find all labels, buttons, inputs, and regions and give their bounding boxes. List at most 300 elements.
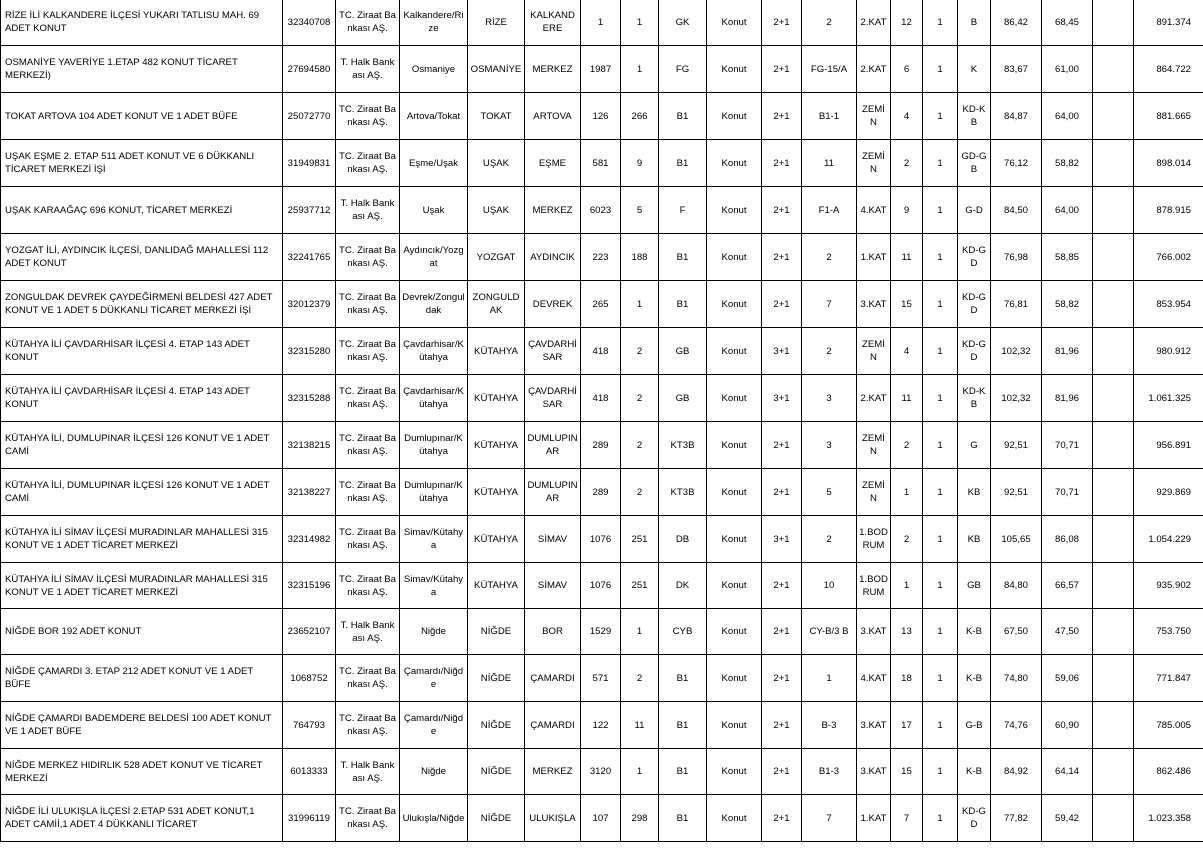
flat-no-cell: 15 bbox=[891, 281, 923, 328]
city-cell: KÜTAHYA bbox=[468, 422, 525, 469]
project-code-cell: 32138227 bbox=[283, 469, 336, 516]
unit-type-cell: Konut bbox=[707, 609, 762, 655]
count-cell: 1 bbox=[923, 187, 958, 234]
district-cell: ARTOVA bbox=[525, 93, 581, 140]
block-type-cell: GK bbox=[659, 0, 707, 46]
block-no-cell: CY-B/3 B bbox=[802, 609, 857, 655]
project-code-cell: 23652107 bbox=[283, 609, 336, 655]
net-area-cell: 70,71 bbox=[1042, 469, 1093, 516]
bank-cell: TC. Ziraat Bankası AŞ. bbox=[336, 0, 400, 46]
parsel-cell: 1 bbox=[621, 749, 659, 795]
project-name-cell: KÜTAHYA İLİ, DUMLUPINAR İLÇESİ 126 KONUT VE 1 ADET CAMİ bbox=[1, 469, 283, 516]
block-type-cell: B1 bbox=[659, 234, 707, 281]
ada-cell: 6023 bbox=[581, 187, 621, 234]
unit-type-cell: Konut bbox=[707, 702, 762, 749]
city-cell: UŞAK bbox=[468, 140, 525, 187]
parsel-cell: 2 bbox=[621, 375, 659, 422]
city-cell: NİĞDE bbox=[468, 795, 525, 842]
project-code-cell: 25072770 bbox=[283, 93, 336, 140]
facade-cell: K bbox=[958, 46, 991, 93]
table-row bbox=[1, 187, 1203, 234]
project-name-cell: NİĞDE ÇAMARDI BADEMDERE BELDESİ 100 ADET KONUT VE 1 ADET BÜFE bbox=[1, 702, 283, 749]
price-cell: 864.722 bbox=[1134, 46, 1203, 93]
location-cell: Uşak bbox=[400, 187, 468, 234]
facade-cell: KD-GD bbox=[958, 281, 991, 328]
net-area-cell: 58,85 bbox=[1042, 234, 1093, 281]
district-cell: MERKEZ bbox=[525, 187, 581, 234]
blank-cell bbox=[1093, 281, 1134, 328]
block-type-cell: B1 bbox=[659, 140, 707, 187]
table-row bbox=[1, 655, 1203, 702]
district-cell: ÇAMARDI bbox=[525, 655, 581, 702]
block-type-cell: B1 bbox=[659, 93, 707, 140]
count-cell: 1 bbox=[923, 46, 958, 93]
block-no-cell: 3 bbox=[802, 422, 857, 469]
block-no-cell: 7 bbox=[802, 795, 857, 842]
parsel-cell: 251 bbox=[621, 563, 659, 609]
rooms-cell: 2+1 bbox=[762, 609, 802, 655]
city-cell: NİĞDE bbox=[468, 609, 525, 655]
facade-cell: GD-GB bbox=[958, 140, 991, 187]
unit-type-cell: Konut bbox=[707, 795, 762, 842]
block-type-cell: B1 bbox=[659, 795, 707, 842]
table-row bbox=[1, 516, 1203, 563]
table-row bbox=[1, 702, 1203, 749]
blank-cell bbox=[1093, 563, 1134, 609]
facade-cell: KD-GD bbox=[958, 328, 991, 375]
project-name-cell: KÜTAHYA İLİ, DUMLUPINAR İLÇESİ 126 KONUT VE 1 ADET CAMİ bbox=[1, 422, 283, 469]
facade-cell: KD-GD bbox=[958, 795, 991, 842]
table-row bbox=[1, 749, 1203, 795]
city-cell: KÜTAHYA bbox=[468, 563, 525, 609]
floor-cell: 2.KAT bbox=[857, 46, 891, 93]
net-area-cell: 60,90 bbox=[1042, 702, 1093, 749]
count-cell: 1 bbox=[923, 93, 958, 140]
bank-cell: TC. Ziraat Bankası AŞ. bbox=[336, 655, 400, 702]
project-code-cell: 764793 bbox=[283, 702, 336, 749]
price-cell: 1.061.325 bbox=[1134, 375, 1203, 422]
net-area-cell: 47,50 bbox=[1042, 609, 1093, 655]
facade-cell: G-D bbox=[958, 187, 991, 234]
flat-no-cell: 18 bbox=[891, 655, 923, 702]
floor-cell: 1.BODRUM bbox=[857, 516, 891, 563]
project-code-cell: 1068752 bbox=[283, 655, 336, 702]
parsel-cell: 5 bbox=[621, 187, 659, 234]
city-cell: KÜTAHYA bbox=[468, 469, 525, 516]
gross-area-cell: 76,98 bbox=[991, 234, 1042, 281]
rooms-cell: 2+1 bbox=[762, 563, 802, 609]
ada-cell: 1076 bbox=[581, 516, 621, 563]
project-name-cell: UŞAK KARAAĞAÇ 696 KONUT, TİCARET MERKEZİ bbox=[1, 187, 283, 234]
gross-area-cell: 74,80 bbox=[991, 655, 1042, 702]
rooms-cell: 2+1 bbox=[762, 281, 802, 328]
location-cell: Niğde bbox=[400, 749, 468, 795]
city-cell: ZONGULDAK bbox=[468, 281, 525, 328]
facade-cell: KD-KB bbox=[958, 93, 991, 140]
ada-cell: 126 bbox=[581, 93, 621, 140]
table-row bbox=[1, 46, 1203, 93]
blank-cell bbox=[1093, 655, 1134, 702]
bank-cell: TC. Ziraat Bankası AŞ. bbox=[336, 469, 400, 516]
block-no-cell: F1-A bbox=[802, 187, 857, 234]
floor-cell: 4.KAT bbox=[857, 187, 891, 234]
facade-cell: KB bbox=[958, 516, 991, 563]
bank-cell: TC. Ziraat Bankası AŞ. bbox=[336, 516, 400, 563]
bank-cell: TC. Ziraat Bankası AŞ. bbox=[336, 234, 400, 281]
table-row bbox=[1, 0, 1203, 46]
price-cell: 853.954 bbox=[1134, 281, 1203, 328]
project-name-cell: RİZE İLİ KALKANDERE İLÇESİ YUKARI TATLISU MAH. 69 ADET KONUT bbox=[1, 0, 283, 46]
net-area-cell: 58,82 bbox=[1042, 281, 1093, 328]
project-name-cell: UŞAK EŞME 2. ETAP 511 ADET KONUT VE 6 DÜKKANLI TİCARET MERKEZİ İŞİ bbox=[1, 140, 283, 187]
price-cell: 980.912 bbox=[1134, 328, 1203, 375]
parsel-cell: 251 bbox=[621, 516, 659, 563]
project-name-cell: OSMANİYE YAVERİYE 1.ETAP 482 KONUT TİCARET MERKEZİ) bbox=[1, 46, 283, 93]
city-cell: NİĞDE bbox=[468, 702, 525, 749]
flat-no-cell: 6 bbox=[891, 46, 923, 93]
city-cell: NİĞDE bbox=[468, 655, 525, 702]
floor-cell: 1.KAT bbox=[857, 234, 891, 281]
bank-cell: TC. Ziraat Bankası AŞ. bbox=[336, 328, 400, 375]
net-area-cell: 66,57 bbox=[1042, 563, 1093, 609]
floor-cell: ZEMİN bbox=[857, 328, 891, 375]
net-area-cell: 64,00 bbox=[1042, 93, 1093, 140]
ada-cell: 107 bbox=[581, 795, 621, 842]
district-cell: BOR bbox=[525, 609, 581, 655]
project-name-cell: ZONGULDAK DEVREK ÇAYDEĞİRMENİ BELDESİ 427 ADET KONUT VE 1 ADET 5 DÜKKANLI TİCARET MERKEZİ İŞİ bbox=[1, 281, 283, 328]
block-no-cell: B1-1 bbox=[802, 93, 857, 140]
city-cell: RİZE bbox=[468, 0, 525, 46]
project-name-cell: NİĞDE ÇAMARDI 3. ETAP 212 ADET KONUT VE 1 ADET BÜFE bbox=[1, 655, 283, 702]
gross-area-cell: 76,81 bbox=[991, 281, 1042, 328]
table-row bbox=[1, 328, 1203, 375]
ada-cell: 289 bbox=[581, 422, 621, 469]
ada-cell: 571 bbox=[581, 655, 621, 702]
rooms-cell: 2+1 bbox=[762, 0, 802, 46]
price-cell: 766.002 bbox=[1134, 234, 1203, 281]
facade-cell: KB bbox=[958, 469, 991, 516]
block-type-cell: CYB bbox=[659, 609, 707, 655]
block-no-cell: 2 bbox=[802, 0, 857, 46]
project-code-cell: 31996119 bbox=[283, 795, 336, 842]
blank-cell bbox=[1093, 702, 1134, 749]
flat-no-cell: 9 bbox=[891, 187, 923, 234]
project-name-cell: KÜTAHYA İLİ ÇAVDARHİSAR İLÇESİ 4. ETAP 143 ADET KONUT bbox=[1, 328, 283, 375]
block-type-cell: KT3B bbox=[659, 422, 707, 469]
parsel-cell: 1 bbox=[621, 609, 659, 655]
gross-area-cell: 92,51 bbox=[991, 469, 1042, 516]
location-cell: Çavdarhisar/Kütahya bbox=[400, 328, 468, 375]
project-name-cell: NİĞDE MERKEZ HIDIRLIK 528 ADET KONUT VE TİCARET MERKEZİ bbox=[1, 749, 283, 795]
project-name-cell: TOKAT ARTOVA 104 ADET KONUT VE 1 ADET BÜFE bbox=[1, 93, 283, 140]
district-cell: SİMAV bbox=[525, 563, 581, 609]
price-cell: 771.847 bbox=[1134, 655, 1203, 702]
facade-cell: KD-KB bbox=[958, 375, 991, 422]
rooms-cell: 2+1 bbox=[762, 140, 802, 187]
blank-cell bbox=[1093, 375, 1134, 422]
ada-cell: 418 bbox=[581, 375, 621, 422]
block-no-cell: B1-3 bbox=[802, 749, 857, 795]
net-area-cell: 61,00 bbox=[1042, 46, 1093, 93]
table-row bbox=[1, 422, 1203, 469]
project-name-cell: YOZGAT İLİ, AYDINCIK İLÇESİ, DANLIDAĞ MAHALLESİ 112 ADET KONUT bbox=[1, 234, 283, 281]
blank-cell bbox=[1093, 609, 1134, 655]
flat-no-cell: 2 bbox=[891, 516, 923, 563]
location-cell: Çavdarhisar/Kütahya bbox=[400, 375, 468, 422]
location-cell: Artova/Tokat bbox=[400, 93, 468, 140]
block-type-cell: B1 bbox=[659, 702, 707, 749]
location-cell: Devrek/Zonguldak bbox=[400, 281, 468, 328]
price-cell: 891.374 bbox=[1134, 0, 1203, 46]
flat-no-cell: 17 bbox=[891, 702, 923, 749]
gross-area-cell: 84,80 bbox=[991, 563, 1042, 609]
project-code-cell: 32138215 bbox=[283, 422, 336, 469]
district-cell: AYDINCIK bbox=[525, 234, 581, 281]
unit-type-cell: Konut bbox=[707, 281, 762, 328]
floor-cell: 3.KAT bbox=[857, 281, 891, 328]
table-row bbox=[1, 469, 1203, 516]
project-code-cell: 6013333 bbox=[283, 749, 336, 795]
block-no-cell: 11 bbox=[802, 140, 857, 187]
project-code-cell: 31949831 bbox=[283, 140, 336, 187]
rooms-cell: 2+1 bbox=[762, 46, 802, 93]
flat-no-cell: 12 bbox=[891, 0, 923, 46]
blank-cell bbox=[1093, 234, 1134, 281]
project-code-cell: 27694580 bbox=[283, 46, 336, 93]
floor-cell: ZEMİN bbox=[857, 469, 891, 516]
unit-type-cell: Konut bbox=[707, 140, 762, 187]
bank-cell: TC. Ziraat Bankası AŞ. bbox=[336, 702, 400, 749]
floor-cell: 2.KAT bbox=[857, 0, 891, 46]
rooms-cell: 2+1 bbox=[762, 469, 802, 516]
count-cell: 1 bbox=[923, 140, 958, 187]
parsel-cell: 2 bbox=[621, 422, 659, 469]
block-type-cell: KT3B bbox=[659, 469, 707, 516]
facade-cell: GB bbox=[958, 563, 991, 609]
price-cell: 929.869 bbox=[1134, 469, 1203, 516]
project-code-cell: 32314982 bbox=[283, 516, 336, 563]
project-name-cell: KÜTAHYA İLİ SİMAV İLÇESİ MURADINLAR MAHALLESİ 315 KONUT VE 1 ADET TİCARET MERKEZİ bbox=[1, 516, 283, 563]
parsel-cell: 9 bbox=[621, 140, 659, 187]
blank-cell bbox=[1093, 328, 1134, 375]
rooms-cell: 2+1 bbox=[762, 655, 802, 702]
table-row bbox=[1, 93, 1203, 140]
flat-no-cell: 1 bbox=[891, 563, 923, 609]
blank-cell bbox=[1093, 46, 1134, 93]
facade-cell: K-B bbox=[958, 609, 991, 655]
project-code-cell: 32315280 bbox=[283, 328, 336, 375]
parsel-cell: 266 bbox=[621, 93, 659, 140]
city-cell: KÜTAHYA bbox=[468, 516, 525, 563]
unit-type-cell: Konut bbox=[707, 0, 762, 46]
project-name-cell: KÜTAHYA İLİ ÇAVDARHİSAR İLÇESİ 4. ETAP 143 ADET KONUT bbox=[1, 375, 283, 422]
flat-no-cell: 11 bbox=[891, 375, 923, 422]
block-no-cell: 2 bbox=[802, 328, 857, 375]
bank-cell: TC. Ziraat Bankası AŞ. bbox=[336, 375, 400, 422]
blank-cell bbox=[1093, 0, 1134, 46]
district-cell: MERKEZ bbox=[525, 46, 581, 93]
gross-area-cell: 92,51 bbox=[991, 422, 1042, 469]
net-area-cell: 68,45 bbox=[1042, 0, 1093, 46]
count-cell: 1 bbox=[923, 563, 958, 609]
district-cell: EŞME bbox=[525, 140, 581, 187]
block-no-cell: 1 bbox=[802, 655, 857, 702]
gross-area-cell: 77,82 bbox=[991, 795, 1042, 842]
ada-cell: 581 bbox=[581, 140, 621, 187]
gross-area-cell: 74,76 bbox=[991, 702, 1042, 749]
net-area-cell: 70,71 bbox=[1042, 422, 1093, 469]
district-cell: DEVREK bbox=[525, 281, 581, 328]
location-cell: Ulukışla/Niğde bbox=[400, 795, 468, 842]
price-cell: 878.915 bbox=[1134, 187, 1203, 234]
unit-type-cell: Konut bbox=[707, 422, 762, 469]
rooms-cell: 2+1 bbox=[762, 187, 802, 234]
flat-no-cell: 4 bbox=[891, 328, 923, 375]
count-cell: 1 bbox=[923, 702, 958, 749]
net-area-cell: 59,42 bbox=[1042, 795, 1093, 842]
net-area-cell: 58,82 bbox=[1042, 140, 1093, 187]
unit-type-cell: Konut bbox=[707, 328, 762, 375]
price-cell: 753.750 bbox=[1134, 609, 1203, 655]
parsel-cell: 2 bbox=[621, 655, 659, 702]
price-cell: 1.023.358 bbox=[1134, 795, 1203, 842]
bank-cell: T. Halk Bankası AŞ. bbox=[336, 749, 400, 795]
ada-cell: 418 bbox=[581, 328, 621, 375]
block-type-cell: DK bbox=[659, 563, 707, 609]
district-cell: ÇAMARDI bbox=[525, 702, 581, 749]
floor-cell: 3.KAT bbox=[857, 749, 891, 795]
price-cell: 785.005 bbox=[1134, 702, 1203, 749]
ada-cell: 1076 bbox=[581, 563, 621, 609]
unit-type-cell: Konut bbox=[707, 563, 762, 609]
ada-cell: 223 bbox=[581, 234, 621, 281]
location-cell: Kalkandere/Rize bbox=[400, 0, 468, 46]
block-type-cell: B1 bbox=[659, 655, 707, 702]
count-cell: 1 bbox=[923, 609, 958, 655]
block-no-cell: 5 bbox=[802, 469, 857, 516]
count-cell: 1 bbox=[923, 749, 958, 795]
block-no-cell: B-3 bbox=[802, 702, 857, 749]
net-area-cell: 59,06 bbox=[1042, 655, 1093, 702]
gross-area-cell: 76,12 bbox=[991, 140, 1042, 187]
floor-cell: ZEMİN bbox=[857, 422, 891, 469]
flat-no-cell: 1 bbox=[891, 469, 923, 516]
floor-cell: ZEMİN bbox=[857, 140, 891, 187]
parsel-cell: 2 bbox=[621, 469, 659, 516]
table-row bbox=[1, 140, 1203, 187]
net-area-cell: 64,14 bbox=[1042, 749, 1093, 795]
net-area-cell: 64,00 bbox=[1042, 187, 1093, 234]
unit-type-cell: Konut bbox=[707, 187, 762, 234]
price-cell: 956.891 bbox=[1134, 422, 1203, 469]
ada-cell: 1987 bbox=[581, 46, 621, 93]
bank-cell: TC. Ziraat Bankası AŞ. bbox=[336, 140, 400, 187]
rooms-cell: 3+1 bbox=[762, 375, 802, 422]
ada-cell: 1 bbox=[581, 0, 621, 46]
table-body bbox=[1, 0, 1203, 842]
rooms-cell: 3+1 bbox=[762, 516, 802, 563]
city-cell: KÜTAHYA bbox=[468, 375, 525, 422]
parsel-cell: 188 bbox=[621, 234, 659, 281]
floor-cell: 3.KAT bbox=[857, 609, 891, 655]
facade-cell: KD-GD bbox=[958, 234, 991, 281]
floor-cell: 4.KAT bbox=[857, 655, 891, 702]
rooms-cell: 2+1 bbox=[762, 422, 802, 469]
blank-cell bbox=[1093, 187, 1134, 234]
gross-area-cell: 105,65 bbox=[991, 516, 1042, 563]
district-cell: ULUKIŞLA bbox=[525, 795, 581, 842]
count-cell: 1 bbox=[923, 0, 958, 46]
block-type-cell: B1 bbox=[659, 749, 707, 795]
location-cell: Simav/Kütahya bbox=[400, 516, 468, 563]
bank-cell: T. Halk Bankası AŞ. bbox=[336, 187, 400, 234]
location-cell: Çamardı/Niğde bbox=[400, 655, 468, 702]
gross-area-cell: 67,50 bbox=[991, 609, 1042, 655]
block-no-cell: 2 bbox=[802, 516, 857, 563]
count-cell: 1 bbox=[923, 422, 958, 469]
unit-type-cell: Konut bbox=[707, 655, 762, 702]
unit-type-cell: Konut bbox=[707, 46, 762, 93]
rooms-cell: 3+1 bbox=[762, 328, 802, 375]
unit-type-cell: Konut bbox=[707, 375, 762, 422]
floor-cell: ZEMİN bbox=[857, 93, 891, 140]
block-no-cell: FG-15/A bbox=[802, 46, 857, 93]
flat-no-cell: 2 bbox=[891, 140, 923, 187]
block-no-cell: 2 bbox=[802, 234, 857, 281]
project-code-cell: 32340708 bbox=[283, 0, 336, 46]
floor-cell: 2.KAT bbox=[857, 375, 891, 422]
project-code-cell: 32241765 bbox=[283, 234, 336, 281]
net-area-cell: 81,96 bbox=[1042, 328, 1093, 375]
table-row bbox=[1, 281, 1203, 328]
floor-cell: 1.KAT bbox=[857, 795, 891, 842]
city-cell: TOKAT bbox=[468, 93, 525, 140]
city-cell: YOZGAT bbox=[468, 234, 525, 281]
flat-no-cell: 7 bbox=[891, 795, 923, 842]
bank-cell: TC. Ziraat Bankası AŞ. bbox=[336, 422, 400, 469]
location-cell: Aydıncık/Yozgat bbox=[400, 234, 468, 281]
project-code-cell: 32315196 bbox=[283, 563, 336, 609]
project-name-cell: NİĞDE BOR 192 ADET KONUT bbox=[1, 609, 283, 655]
parsel-cell: 298 bbox=[621, 795, 659, 842]
price-cell: 898.014 bbox=[1134, 140, 1203, 187]
block-type-cell: F bbox=[659, 187, 707, 234]
unit-type-cell: Konut bbox=[707, 234, 762, 281]
blank-cell bbox=[1093, 469, 1134, 516]
district-cell: DUMLUPINAR bbox=[525, 469, 581, 516]
parsel-cell: 1 bbox=[621, 281, 659, 328]
project-code-cell: 32012379 bbox=[283, 281, 336, 328]
location-cell: Simav/Kütahya bbox=[400, 563, 468, 609]
price-cell: 862.486 bbox=[1134, 749, 1203, 795]
city-cell: OSMANİYE bbox=[468, 46, 525, 93]
price-cell: 881.665 bbox=[1134, 93, 1203, 140]
unit-type-cell: Konut bbox=[707, 749, 762, 795]
rooms-cell: 2+1 bbox=[762, 234, 802, 281]
ada-cell: 1529 bbox=[581, 609, 621, 655]
ada-cell: 3120 bbox=[581, 749, 621, 795]
bank-cell: T. Halk Bankası AŞ. bbox=[336, 46, 400, 93]
facade-cell: G-B bbox=[958, 702, 991, 749]
blank-cell bbox=[1093, 749, 1134, 795]
net-area-cell: 86,08 bbox=[1042, 516, 1093, 563]
ada-cell: 265 bbox=[581, 281, 621, 328]
facade-cell: K-B bbox=[958, 749, 991, 795]
count-cell: 1 bbox=[923, 516, 958, 563]
blank-cell bbox=[1093, 516, 1134, 563]
bank-cell: TC. Ziraat Bankası AŞ. bbox=[336, 93, 400, 140]
district-cell: DUMLUPINAR bbox=[525, 422, 581, 469]
